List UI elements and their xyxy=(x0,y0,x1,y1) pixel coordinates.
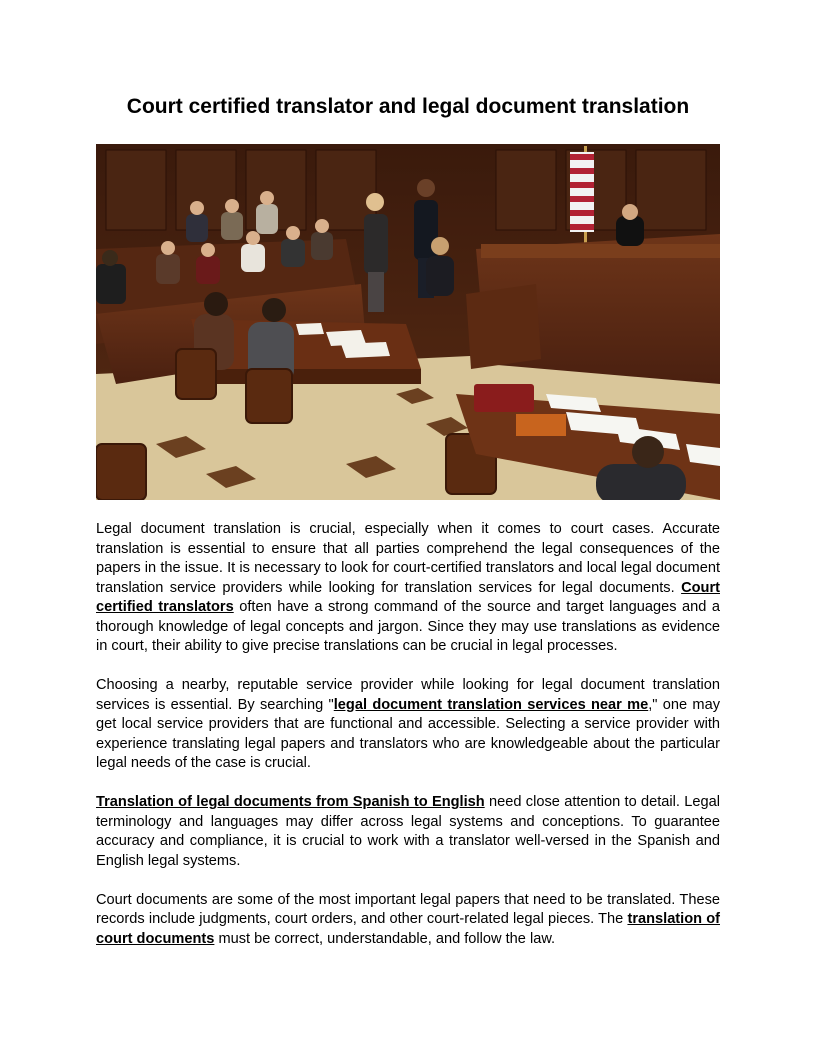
paragraph-2-text-b: ," one may get local service providers that are functional and accessible. Selecting a service provider with experience translating legal papers and translators who are knowledgeable about the particular legal needs of the case is crucial. xyxy=(96,696,721,771)
spanish-to-english-link[interactable]: Translation of legal documents from Spanish to English xyxy=(96,794,485,810)
paragraph-3-text-b: need close attention to detail. Legal terminology and languages may differ across legal systems and conceptions. To guarantee accuracy and compliance, it is crucial to work with a translator well-versed in the Spanish and English legal systems. xyxy=(96,794,720,869)
page-title: Court certified translator and legal document translation xyxy=(126,95,690,118)
translation-services-near-me-link[interactable]: legal document translation services near me xyxy=(333,696,649,713)
paragraph-1-text-b: often have a strong command of the source and target languages and a thorough knowledge of legal concepts and jargon. Since they may use translations as evidence in court, their ability to give precise translations can be crucial in legal processes. xyxy=(96,599,720,654)
body-text xyxy=(96,520,720,969)
translation-of-court-documents-link[interactable]: translation of court documents xyxy=(96,911,720,947)
paragraph-2 xyxy=(96,676,720,774)
paragraph-1 xyxy=(96,520,720,657)
paragraph-1-text-a: Legal document translation is crucial, especially when it comes to court cases. Accurate translation is essential to ensure that all parties comprehend the legal consequences of the papers in the issue. It is necessary to look for court-certified translators and local legal document translation service providers while looking for translation services for legal documents. xyxy=(96,521,720,596)
paragraph-4-text-b: must be correct, understandable, and follow the law. xyxy=(214,930,556,947)
paragraph-4-text-a: Court documents are some of the most important legal papers that need to be translated. These records include judgments, court orders, and other court-related legal pieces. The xyxy=(96,891,720,927)
paragraph-4 xyxy=(96,891,720,950)
paragraph-3 xyxy=(96,793,720,871)
courtroom-photo xyxy=(96,144,720,500)
paragraph-2-text-a: Choosing a nearby, reputable service provider while looking for legal document translation services is essential. By searching " xyxy=(96,677,720,713)
court-certified-translators-link[interactable]: Court certified translators xyxy=(96,579,720,615)
